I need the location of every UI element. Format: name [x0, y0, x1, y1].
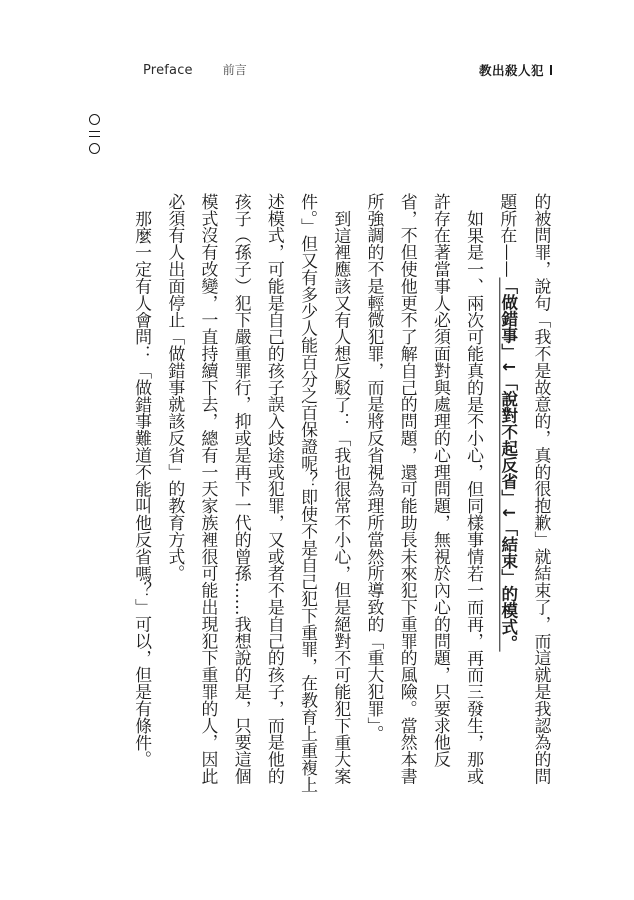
paragraph-text: 到這裡應該又有人想反駁了：「我也很常不小心，但是絕對不可能犯下重大案件。」但又有多少人能百分之百保證呢？即使不是自己犯下重罪，在教育上重複上述模式，可能是自己的孩子誤入歧途或犯罪，又或者不是自己的孩子，而是他的孩子（孫子）犯下嚴重罪行，抑或是再下一代的曾孫……我想說的是，只要這個模式沒有改變，一直持續下去，總有一天家族裡很可能出現犯下重罪的人，因此必須有人出面停止「做錯事就該反省」的教育方式。: [165, 193, 352, 793]
paragraph-text: 的被問罪，說句「我不是故意的，真的很抱歉」就結束了，而這就是我認為的問題所在——: [497, 193, 552, 785]
paragraph-4: [125, 193, 158, 793]
paragraph-2: [358, 193, 491, 793]
paragraph-text: 如果是一、兩次可能真的是不小心，但同樣事情若一而再，再而三發生，那或許存在著當事人必須面對與處理的心理問題，無視於內心的問題，只要求他反省，不但使他更不了解自己的問題，還可能助長未來犯下重罪的風險。當然本書所強調的不是輕微犯罪，而是將反省視為理所當然所導致的「重大犯罪」。: [364, 193, 485, 785]
section-title-en: Preface: [143, 63, 193, 78]
running-header-left: [143, 61, 247, 78]
page-number-digit-0: [89, 143, 100, 154]
book-title: 教出殺人犯: [478, 63, 544, 78]
paragraph-3: [159, 193, 358, 793]
section-title-zh: 前言: [222, 63, 247, 77]
paragraph-text: 那麼一定有人會問：「做錯事難道不能叫他反省嗎？」可以，但是有條件。: [132, 209, 153, 768]
body-text: [125, 193, 558, 793]
page-number: [87, 114, 101, 154]
running-header-right: [479, 61, 552, 79]
page-number-digit-0: [89, 114, 100, 125]
emphasized-pattern: 「做錯事」↓「說對不起反省」↓「結束」的模式。: [498, 277, 518, 652]
paragraph-1: [491, 193, 558, 793]
page-number-digit-1: [89, 131, 100, 137]
volume-marker-bar: [550, 65, 552, 75]
